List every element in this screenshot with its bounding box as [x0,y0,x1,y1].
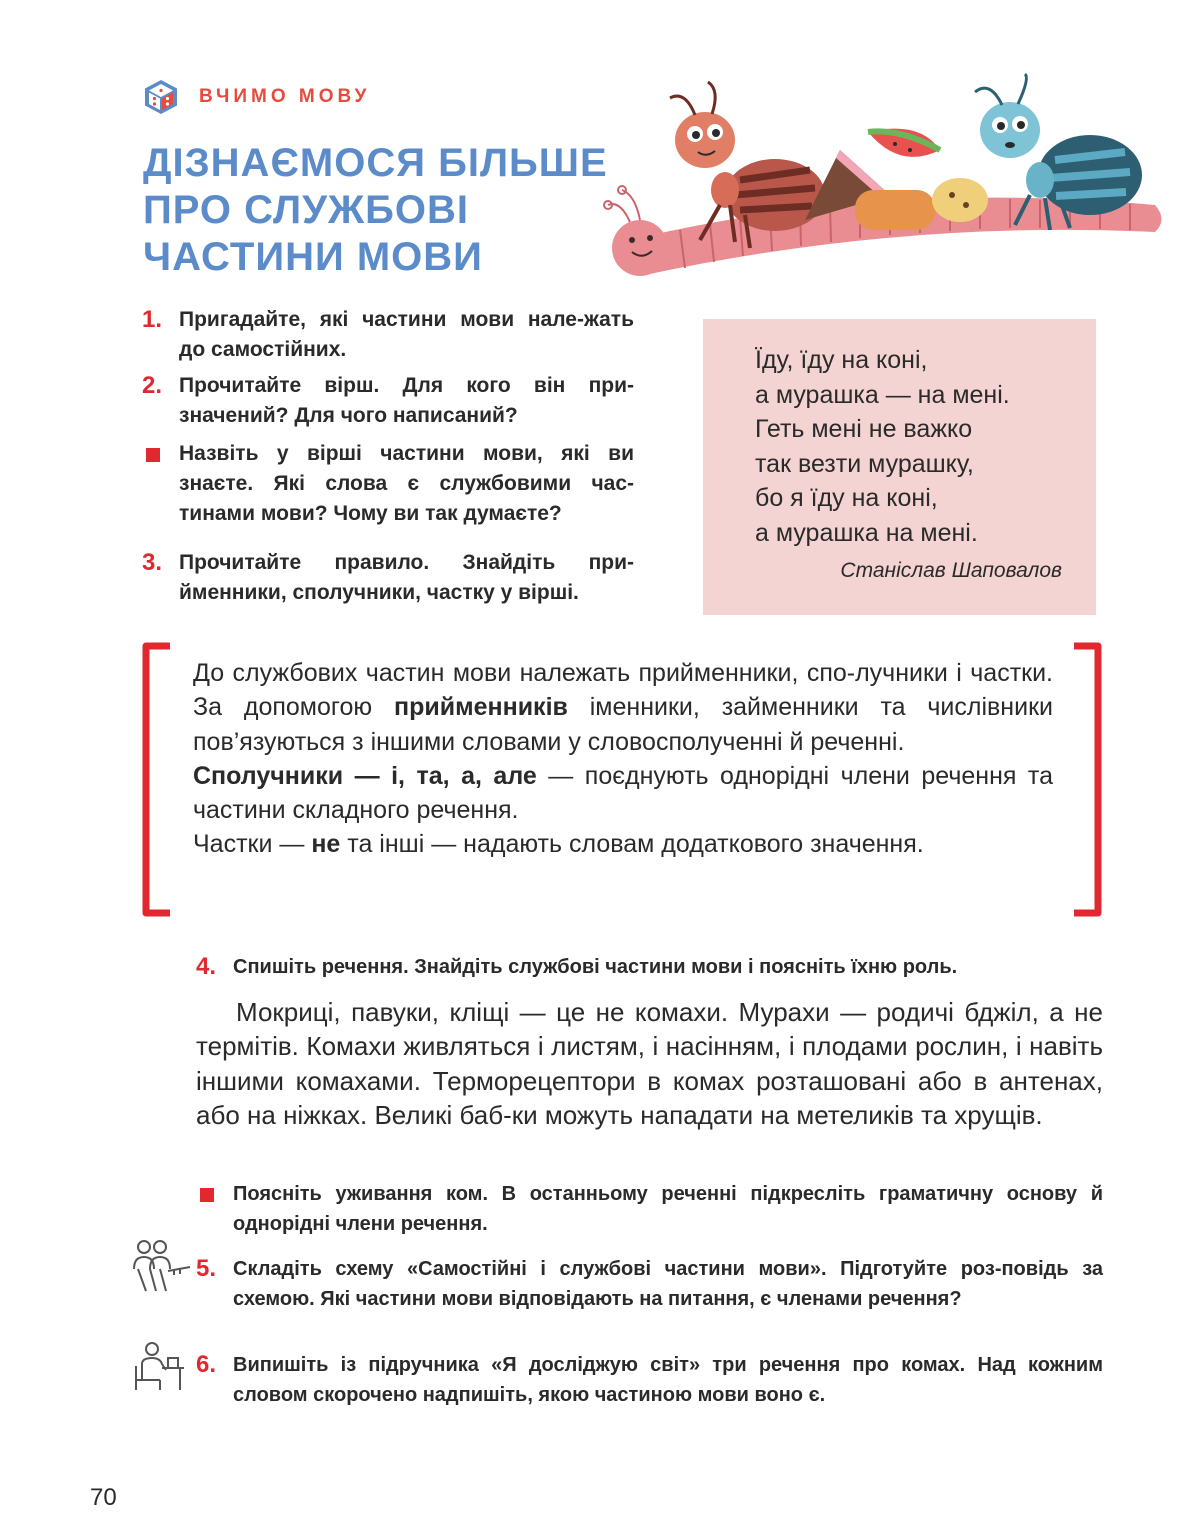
rule-text [193,656,1053,862]
rule-text-segment: Частки — [193,830,312,859]
bullet-square-icon [146,448,160,462]
task-number: 4. [196,953,217,980]
poem [755,343,1085,550]
task-text: Спишіть речення. Знайдіть службові частини мови і поясніть їхню роль. [233,956,958,978]
rule-term: прийменників [393,693,568,722]
poem-box [703,319,1096,615]
dice-cube-icon [143,79,179,115]
title-line: ЧАСТИНИ МОВИ [143,235,483,279]
task-number: 3. [142,549,163,576]
rule-paragraph [193,827,1053,861]
rule-paragraph [193,759,1053,828]
task-bullet-2 [196,1179,1103,1239]
page-number: 70 [90,1484,117,1511]
rule-text-segment: та інші — надають словам додаткового значення. [340,830,924,859]
task-text: Складіть схему «Самостійні і службові частини мови». Підготуйте роз-повідь за схемою. Які частини мови відповідають на питання, є членами речення? [233,1258,1103,1310]
task-text: Поясніть уживання ком. В останньому реченні підкресліть граматичну основу й однорідні члени речення. [233,1183,1103,1235]
bullet-square-icon [200,1188,214,1202]
task-text: Назвіть у вірші частини мови, які ви знаєте. Які слова є службовими час-тинами мови? Чому ви так думаєте? [179,442,634,525]
task-2 [142,371,634,431]
task-5 [196,1254,1103,1314]
task-text: Випишіть із підручника «Я досліджую світ» три речення про комах. Над кожним словом скорочено надпишіть, якою частиною мови воно є. [233,1354,1103,1406]
group-work-icon [130,1239,192,1295]
task-4 [196,952,1106,982]
rule-paragraph [193,656,1053,759]
poem-line: Геть мені не важко [755,415,973,443]
rule-text-segment: іменники, займенники та числівники пов’язуються з іншими словами у словосполученні й реченні. [193,693,1053,756]
task-number: 5. [196,1255,217,1282]
poem-line: бо я їду на коні, [755,484,938,512]
ant-red [670,82,825,248]
poem-author: Станіслав Шаповалов [840,559,1062,582]
title-line: ДІЗНАЄМОСЯ БІЛЬШЕ [143,141,608,185]
right-bracket [1072,642,1104,917]
task-text: Пригадайте, які частини мови нале-жать до самостійних. [179,308,634,361]
task-1 [142,305,634,365]
task-text: Прочитайте вірш. Для кого він при-значений? Для чого написаний? [179,374,634,427]
rule-text-segment: — поєднують однорідні члени речення та частини складного речення. [193,761,1054,825]
rule-text-segment: До службових частин мови належать прийменники, спо-лучники і частки. За допомогою [193,659,1053,722]
left-bracket [140,642,172,917]
desk-work-icon [130,1340,186,1392]
poem-line: а мурашка — на мені. [755,380,1010,409]
poem-line: а мурашка на мені. [755,518,978,547]
poem-line: Їду, їду на коні, [755,346,928,374]
task-number: 1. [142,306,163,333]
rule-term: Сполучники — і, та, а, але [193,761,537,790]
section-label: ВЧИМО МОВУ [199,86,371,107]
task-text: Прочитайте правило. Знайдіть при-йменники, сполучники, частку у вірші. [179,551,634,604]
task-6 [196,1350,1103,1410]
title-line: ПРО СЛУЖБОВІ [143,188,469,232]
rule-term: не [311,830,341,859]
task-number: 2. [142,372,163,399]
exercise-text: Мокриці, павуки, кліщі — це не комахи. Мурахи — родичі бджіл, а не термітів. Комахи живляться і листям, і насінням, і плодами рослин, і навіть іншими комахами. Терморецептори в комах розташовані або в антенах, або на ніжках. Великі баб-ки можуть нападати на метеликів та хрущів. [196,997,1103,1131]
task-bullet [142,439,634,529]
task-3 [142,548,634,608]
page-title [143,140,608,281]
poem-line: так везти мурашку, [755,449,974,478]
ants-caterpillar-illustration [600,70,1170,290]
task-number: 6. [196,1351,217,1378]
